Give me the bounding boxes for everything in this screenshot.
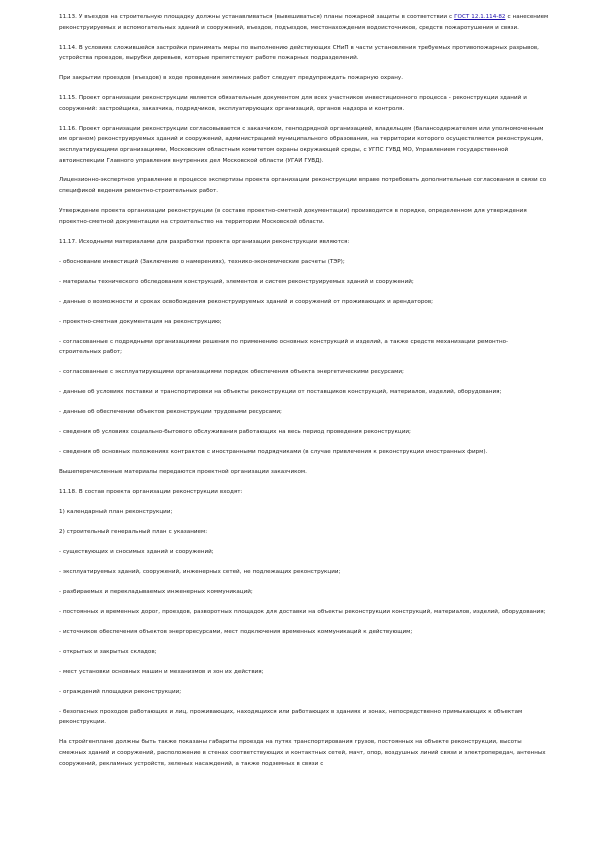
list-item: - данные об условиях поставки и транспортировки на объекты реконструкции от поставщиков конструкций, материалов, изделий, оборудования; <box>59 389 502 396</box>
list-item: - открытых и закрытых складов; <box>59 648 157 655</box>
paragraph <box>59 12 550 33</box>
paragraph: 11.16. Проект организации реконструкции согласовывается с заказчиком, генподрядной организацией, владельцем (балансодержателем или уполномоченным им органом) реконструируемых зданий и сооружений, администрацией муниципального образования, на территории которого осуществляется реконструкция, эксплуатирующими организациями, Московским областным комитетом охраны окружающей среды, с УГПС ГУВД МО, Управлением государственной автоинспекции Главного управления внутренних дел Московской области (УГАИ ГУВД). <box>59 125 544 164</box>
list-item: - существующих и сносимых зданий и сооружений; <box>59 549 214 555</box>
paragraph: 11.15. Проект организации реконструкции является обязательным документом для всех участников инвестиционного процесса - реконструкции зданий и сооружений: застройщика, заказчика, подрядчиков, эксплуатирующих организаций, органов надзора и контроля. <box>59 95 527 112</box>
list-item: - сведения об основных положениях контрактов с иностранными подрядчиками (в случае привлечения к реконструкции иностранных фирм). <box>59 449 488 456</box>
list-item: - постоянных и временных дорог, проездов, разворотных площадок для доставки на объекты реконструкции конструкций, материалов, изделий, оборудования; <box>59 608 546 615</box>
list-item: 2) строительный генеральный план с указанием: <box>59 529 208 536</box>
list-item: - разбираемых и перекладываемых инженерных коммуникаций; <box>59 588 253 595</box>
gost-link[interactable]: ГОСТ 12.1.114-82 <box>454 14 506 20</box>
paragraph: Вышеперечисленные материалы передаются проектной организации заказчиком. <box>59 469 307 476</box>
list-item: - согласованные с эксплуатирующими организациями порядок обеспечения объекта энергетическими ресурсами; <box>59 369 404 376</box>
list-item: - согласованные с подрядными организациями решения по применению основных конструкций и изделий, а также средств механизации ремонтно-строительных работ; <box>59 338 509 356</box>
paragraph: На стройгенплане должны быть также показаны габариты проезда на путях транспортирования грузов, постоянных на объекте реконструкции, высоты смежных зданий и сооружений, расположение в стенах соответствующих и контактных сетей, мачт, опор, воздушных линий связи и электропередач, антенных сооружений, рекламных устройств, зеленых насаждений, а также подземных в связи с <box>59 739 546 767</box>
list-item: - безопасных проходов работающих и лиц, проживающих, находящихся или работающих в зданиях и зонах, непосредственно примыкающих к объектам реконструкции. <box>59 708 523 726</box>
paragraph-text: с нанесением реконструируемых и вспомогательных зданий и сооружений, въездов, подъездов, местонахождения водоисточников, средств пожаротушения и связи. <box>59 14 549 31</box>
list-item: - данные о возможности и сроках освобождения реконструируемых зданий и сооружений от проживающих и арендаторов; <box>59 298 434 305</box>
list-item: - источников обеспечения объектов энергоресурсами, мест подключения временных коммуникаций к действующим; <box>59 628 413 635</box>
paragraph: 11.18. В состав проекта организации реконструкции входят: <box>59 489 243 496</box>
list-item: - данные об обеспечении объектов реконструкции трудовыми ресурсами; <box>59 409 282 416</box>
list-item: - сведения об условиях социально-бытового обслуживания работающих на весь период проведения реконструкции; <box>59 429 411 436</box>
paragraph-text: 11.13. У въездов на строительную площадку должны устанавливаться (вывешиваться) планы пожарной защиты в соответствии с <box>59 14 455 20</box>
list-item: - ограждений площадки реконструкции; <box>59 688 182 695</box>
list-item: - проектно-сметная документация на реконструкцию; <box>59 318 222 325</box>
list-item: - эксплуатируемых зданий, сооружений, инженерных сетей, не подлежащих реконструкции; <box>59 568 341 575</box>
paragraph: 11.14. В условиях сложившейся застройки принимать меры по выполнению действующих СНиП в части установления требуемых противопожарных разрывов, устройства проездов, вырубки деревьев, которые препятствуют работе пожарных подразделений. <box>59 44 539 62</box>
paragraph: Лицензионно-экспертное управление в процессе экспертизы проекта организации реконструкции вправе потребовать дополнительные согласования в связи со спецификой ведения ремонтно-строительных работ. <box>59 177 547 195</box>
list-item: - мест установки основных машин и механизмов и зон их действия; <box>59 668 264 675</box>
paragraph: 11.17. Исходными материалами для разработки проекта организации реконструкции являются: <box>59 238 350 245</box>
list-item: 1) календарный план реконструкции; <box>59 509 173 516</box>
list-item: - обоснование инвестиций (Заключение о намерениях), технико-экономические расчеты (ТЭР); <box>59 258 345 265</box>
list-item: - материалы технического обследования конструкций, элементов и систем реконструируемых зданий и сооружений; <box>59 278 414 285</box>
paragraph: Утверждение проекта организации реконструкции (в составе проектно-сметной документации) производится в порядке, определенном для утверждения проектно-сметной документации на строительство на территории Московской области. <box>59 208 527 225</box>
paragraph: При закрытии проездов (въездов) в ходе проведения земляных работ следует предупреждать пожарную охрану. <box>59 75 403 82</box>
